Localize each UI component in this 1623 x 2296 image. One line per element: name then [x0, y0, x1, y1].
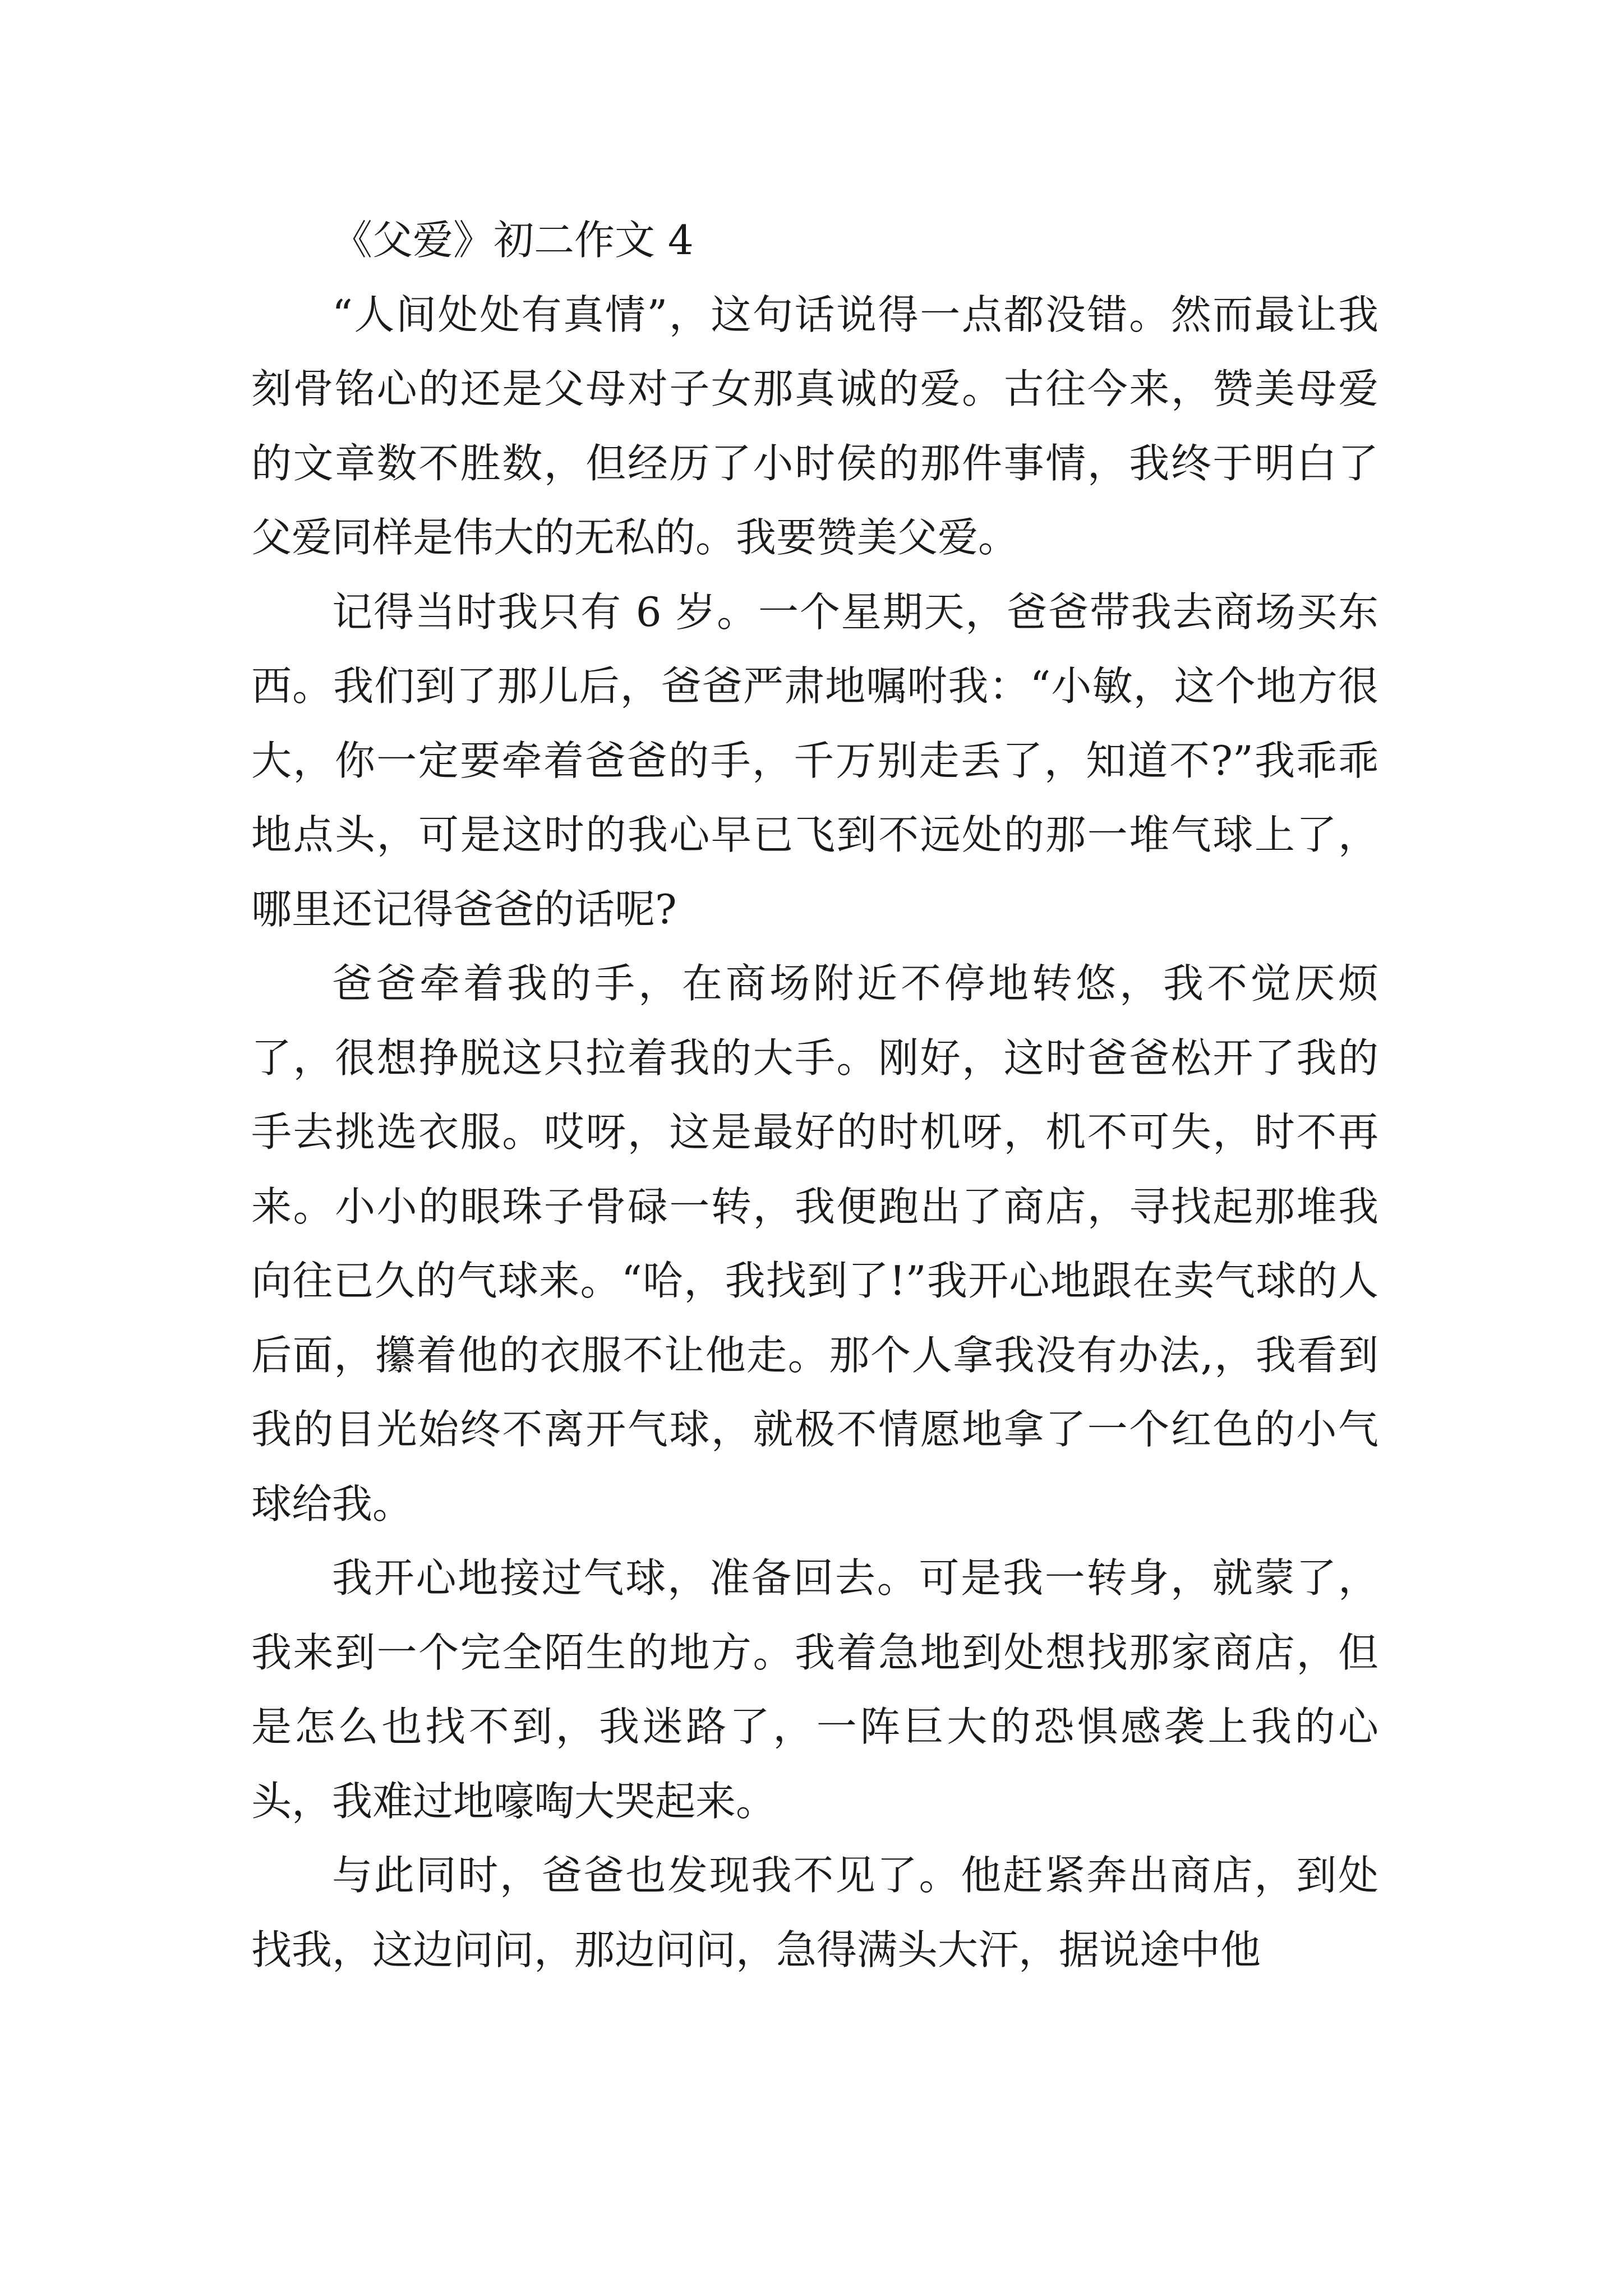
paragraph-5: 与此同时，爸爸也发现我不见了。他赶紧奔出商店，到处找我，这边问问，那边问问，急得满头大汗，据说途中他: [251, 1852, 1378, 1973]
paragraph-1: “人间处处有真情”，这句话说得一点都没错。然而最让我刻骨铭心的还是父母对子女那真诚的爱。古往今来，赞美母爱的文章数不胜数，但经历了小时侯的那件事情，我终于明白了父爱同样是伟大的无私的。我要赞美父爱。: [251, 291, 1378, 561]
paragraph-3: 爸爸牵着我的手，在商场附近不停地转悠，我不觉厌烦了，很想挣脱这只拉着我的大手。刚好，这时爸爸松开了我的手去挑选衣服。哎呀，这是最好的时机呀，机不可失，时不再来。小小的眼珠子骨碌一转，我便跑出了商店，寻找起那堆我向往已久的气球来。“哈，我找到了!”我开心地跟在卖气球的人后面，攥着他的衣服不让他走。那个人拿我没有办法,，我看到我的目光始终不离开气球，就极不情愿地拿了一个红色的小气球给我。: [251, 960, 1378, 1527]
paragraph-4: 我开心地接过气球，准备回去。可是我一转身，就蒙了，我来到一个完全陌生的地方。我着急地到处想找那家商店，但是怎么也找不到，我迷路了，一阵巨大的恐惧感袭上我的心头，我难过地嚎啕大哭起来。: [251, 1554, 1378, 1825]
document-title: 《父爱》初二作文 4: [332, 217, 694, 264]
document-body: [251, 203, 1378, 1987]
paragraph-2: 记得当时我只有 6 岁。一个星期天，爸爸带我去商场买东西。我们到了那儿后，爸爸严肃地嘱咐我：“小敏，这个地方很大，你一定要牵着爸爸的手，千万别走丢了，知道不?”我乖乖地点头，可是这时的我心早已飞到不远处的那一堆气球上了，哪里还记得爸爸的话呢?: [251, 588, 1378, 933]
